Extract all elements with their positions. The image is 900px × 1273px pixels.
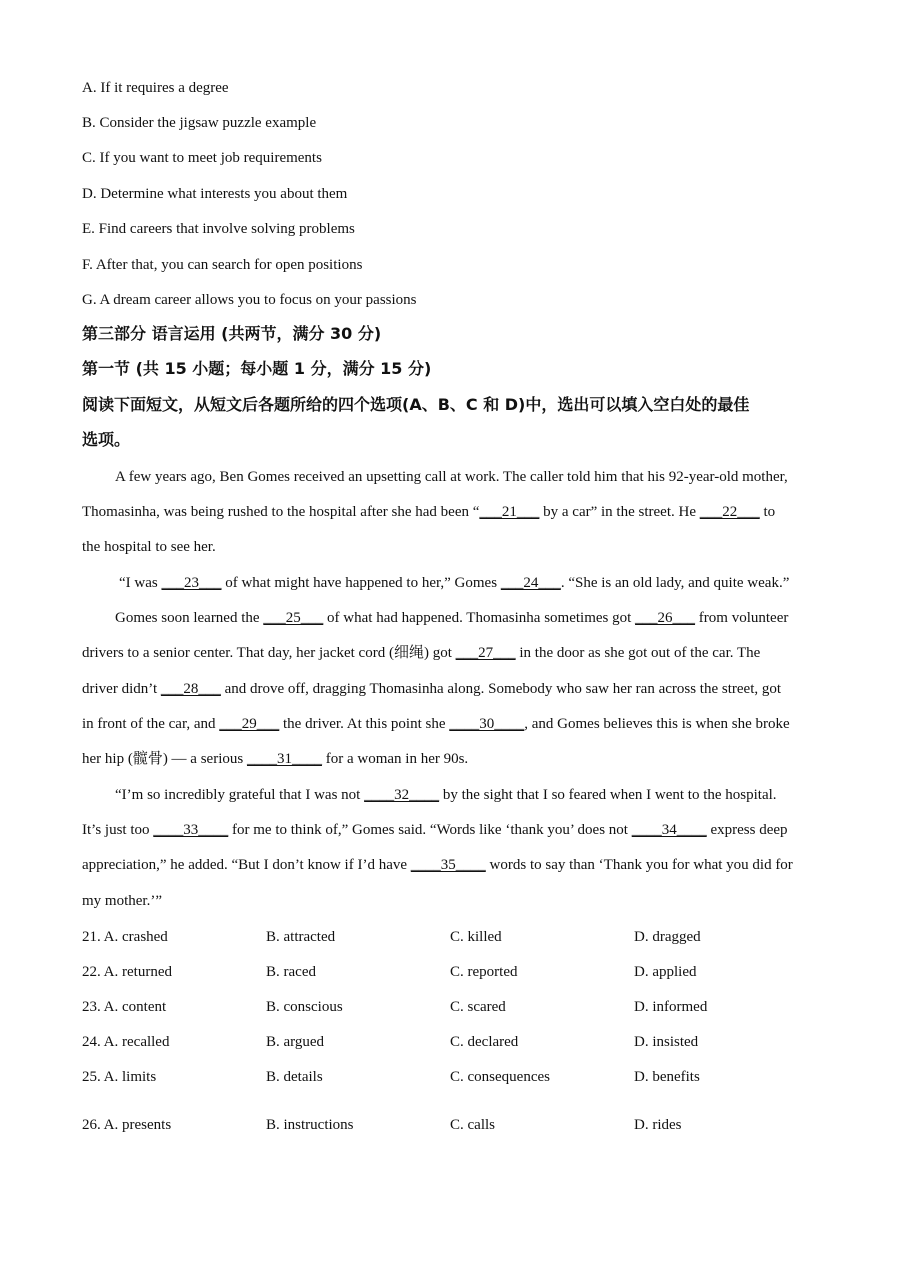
passage-line: my mother.’” [82, 893, 162, 909]
passage-text: Gomes soon learned the [115, 610, 264, 626]
blank-21: ___21___ [479, 504, 540, 520]
passage-text: in front of the car, and [82, 716, 220, 732]
passage-text: words to say than ‘Thank you for what you did for [485, 857, 793, 873]
blank-31: ____31____ [246, 751, 322, 767]
section3-title: 第三部分 语言运用 (共两节，满分 30 分) [82, 324, 382, 343]
choice-b: B. attracted [266, 929, 336, 945]
passage-line [82, 502, 775, 522]
passage-text: drivers to a senior center. That day, her jacket cord (细绳) got [82, 645, 456, 661]
section1-title: 第一节 (共 15 小题；每小题 1 分，满分 15 分) [82, 359, 432, 378]
blank-34: ____34____ [631, 822, 707, 838]
blank-35: ____35____ [410, 857, 486, 873]
blank-25: ___25___ [263, 610, 324, 626]
choice-c: C. scared [450, 999, 506, 1015]
passage-text: of what might have happened to her,” Gomes [221, 575, 501, 591]
passage-line: A few years ago, Ben Gomes received an upsetting call at work. The caller told him that his 92-year-old mother, [115, 469, 788, 485]
passage-text: appreciation,” he added. “But I don’t know if I’d have [82, 857, 411, 873]
option-a: A. If it requires a degree [82, 80, 229, 96]
passage-text: “I was [119, 575, 162, 591]
passage-line [82, 679, 781, 699]
choice-c: C. declared [450, 1034, 519, 1050]
choice-d: D. informed [634, 999, 708, 1015]
choice-b: B. conscious [266, 999, 343, 1015]
passage-text: , and Gomes believes this is when she broke [524, 716, 790, 732]
passage-line [82, 855, 793, 875]
passage-text: It’s just too [82, 822, 154, 838]
choice-b: B. argued [266, 1034, 325, 1050]
passage-text: for me to think of,” Gomes said. “Words like ‘thank you’ does not [228, 822, 632, 838]
passage-text: from volunteer [695, 610, 789, 626]
instruction-line1: 阅读下面短文，从短文后各题所给的四个选项(A、B、C 和 D)中，选出可以填入空白处的最佳 [82, 395, 750, 414]
choice-a: 26. A. presents [82, 1117, 172, 1133]
blank-22: ___22___ [699, 504, 760, 520]
passage-text: driver didn’t [82, 681, 161, 697]
choice-a: 23. A. content [82, 999, 167, 1015]
passage-line [119, 573, 789, 593]
passage-text: the driver. At this point she [279, 716, 450, 732]
blank-32: ____32____ [364, 787, 440, 803]
passage-line [82, 749, 468, 769]
passage-text: . “She is an old lady, and quite weak.” [560, 575, 790, 591]
choice-b: B. details [266, 1069, 323, 1085]
choice-d: D. applied [634, 964, 697, 980]
blank-30: ____30____ [449, 716, 525, 732]
passage-line: the hospital to see her. [82, 539, 216, 555]
option-d: D. Determine what interests you about them [82, 186, 348, 202]
passage-text: “I’m so incredibly grateful that I was not [115, 787, 365, 803]
passage-text: to [759, 504, 776, 520]
passage-text: in the door as she got out of the car. The [515, 645, 761, 661]
blank-23: ___23___ [161, 575, 222, 591]
choice-a: 21. A. crashed [82, 929, 168, 945]
passage-text: for a woman in her 90s. [321, 751, 469, 767]
choice-a: 24. A. recalled [82, 1034, 170, 1050]
choice-b: B. instructions [266, 1117, 354, 1133]
passage-text: and drove off, dragging Thomasinha along. Somebody who saw her ran across the street, got [220, 681, 782, 697]
choice-b: B. raced [266, 964, 316, 980]
blank-26: ___26___ [635, 610, 696, 626]
passage-text: her hip (髋骨) — a serious [82, 751, 247, 767]
passage-line [82, 643, 760, 663]
option-f: F. After that, you can search for open positions [82, 257, 363, 273]
passage-line [82, 820, 788, 840]
passage-text: express deep [706, 822, 788, 838]
choice-d: D. benefits [634, 1069, 700, 1085]
choice-c: C. consequences [450, 1069, 550, 1085]
passage-line [115, 785, 777, 805]
passage-line [82, 714, 790, 734]
blank-29: ___29___ [219, 716, 280, 732]
blank-24: ___24___ [500, 575, 561, 591]
blank-27: ___27___ [455, 645, 516, 661]
choice-a: 25. A. limits [82, 1069, 157, 1085]
passage-text: of what had happened. Thomasinha sometimes got [323, 610, 636, 626]
option-c: C. If you want to meet job requirements [82, 150, 322, 166]
passage-text: by a car” in the street. He [539, 504, 700, 520]
choice-c: C. reported [450, 964, 518, 980]
choice-c: C. calls [450, 1117, 495, 1133]
option-g: G. A dream career allows you to focus on your passions [82, 292, 417, 308]
blank-33: ____33____ [153, 822, 229, 838]
choice-d: D. rides [634, 1117, 682, 1133]
option-e: E. Find careers that involve solving problems [82, 221, 355, 237]
choice-d: D. insisted [634, 1034, 699, 1050]
choice-a: 22. A. returned [82, 964, 172, 980]
instruction-line2: 选项。 [82, 430, 131, 449]
choice-c: C. killed [450, 929, 502, 945]
passage-text: Thomasinha, was being rushed to the hospital after she had been “ [82, 504, 480, 520]
passage-line [115, 608, 788, 628]
option-b: B. Consider the jigsaw puzzle example [82, 115, 317, 131]
blank-28: ___28___ [160, 681, 221, 697]
choice-d: D. dragged [634, 929, 701, 945]
passage-text: by the sight that I so feared when I went to the hospital. [439, 787, 777, 803]
